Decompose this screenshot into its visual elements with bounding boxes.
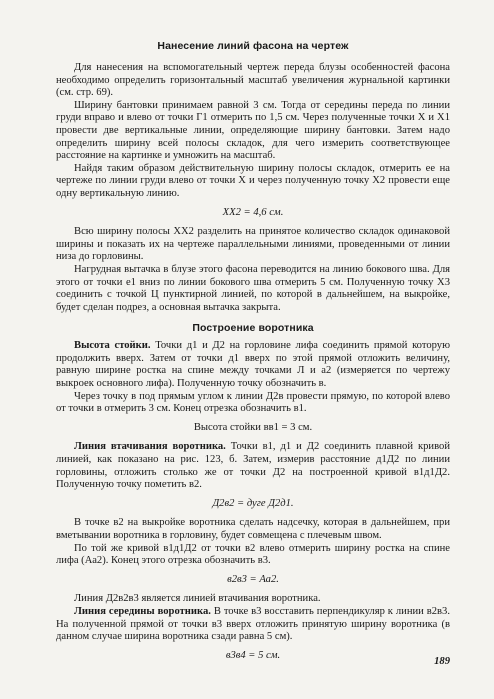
paragraph-scale: Для нанесения на вспомогательный чертеж переда блузы особенностей фасона необходимо определить горизонтальный масштаб увеличения журнальной картинки (см. стр. 69). — [56, 62, 450, 99]
formula-v3v4: в3в4 = 5 см. — [225, 649, 281, 661]
section-title-fason: Нанесение линий фасона на чертеж — [157, 40, 349, 52]
paragraph-middle-line — [56, 606, 450, 644]
runin-middle-line: Линия середины воротника. — [74, 605, 211, 617]
runin-attach-line: Линия втачивания воротника. — [74, 441, 226, 453]
paragraph-attach-summary: Линия Д2в2в3 является линией втачивания воротника. — [74, 593, 321, 605]
paragraph-stand-height — [56, 340, 450, 390]
section-title-collar: Построение воротника — [192, 322, 314, 335]
paragraph-notch: В точке в2 на выкройке воротника сделать надсечку, которая в дальнейшем, при вметывании воротника в горловину, будет совмещена с плечевым швом. — [56, 517, 450, 541]
paragraph-perpendicular: Через точку в под прямым углом к линии Д2в провести прямую, по которой влево от точки в отмерить 3 см. Конец отрезка обозначить в1. — [56, 390, 450, 415]
middle-line-text: В точке в3 восставить перпендикуляр к линии в2в3. На полученной прямой от точки в3 вверх отложить принятую ширину воротника (в данном случае ширина воротника сзади равна 5 см). — [56, 605, 450, 643]
formula-v2v3: в2в3 = Аа2. — [227, 573, 279, 585]
formula-stand-height: Высота стойки вв1 = 3 см. — [193, 421, 313, 433]
paragraph-folds: Всю ширину полосы XX2 разделить на принятое количество складок одинаковой ширины и показать их на чертеже параллельными линиями, проведенными от линии низа до горловины. — [56, 226, 450, 263]
runin-stand-height: Высота стойки. — [74, 340, 151, 352]
attach-line-text: Точки в1, д1 и Д2 соединить плавной кривой линией, как показано на рис. 123, б. Затем, измерив расстояние д1Д2 по линии горловины, отложить столько же от точки Д2 на построенной кривой в1д1Д2. Полученную точку пометить в2. — [56, 441, 450, 491]
paragraph-fold-width: Найдя таким образом действительную ширину полосы складок, отмерить ее на чертеже по линии груди влево от точки X и через полученную точку X2 провести еще одну вертикальную линию. — [56, 162, 450, 199]
formula-xx2: XX2 = 4,6 см. — [222, 206, 284, 218]
paragraph-bantovka: Ширину бантовки принимаем равной 3 см. Тогда от середины переда по линии груди вправо и влево от точки Г1 отмерить по 1,5 см. Через полученные точки X и X1 провести две вертикальные линии, определяющие ширину бантовки. Затем надо определить ширину всей полосы складок, для чего измерить соответствующее расстояние на картинке и умножить на масштаб. — [56, 99, 450, 162]
stand-height-text: Точки д1 и Д2 на горловине лифа соединить прямой которую продолжить вверх. Затем от точки д1 вверх по этой прямой отложить величину, равную ширине ростка на спине между точками Л и а2 (измеряется по чертежу выкроек основного лифа). Полученную точку обозначить в. — [56, 340, 450, 390]
paragraph-dart: Нагрудная вытачка в блузе этого фасона переводится на линию бокового шва. Для этого от точки е1 вниз по линии бокового шва отмерить 5 см. Полученную точку X3 соединить с точкой Ц пунктирной линией, по которой в дальнейшем, на выкройке, будет сделан подрез, а основная вытачка закрыта. — [56, 263, 450, 313]
paragraph-attach-line — [56, 441, 450, 491]
page-number: 189 — [434, 656, 450, 667]
paragraph-curve: По той же кривой в1д1Д2 от точки в2 влево отмерить ширину ростка на спине лифа (Аа2). Конец этого отрезка обозначить в3. — [56, 542, 450, 567]
formula-arc: Д2в2 = дуге Д2д1. — [212, 497, 294, 509]
